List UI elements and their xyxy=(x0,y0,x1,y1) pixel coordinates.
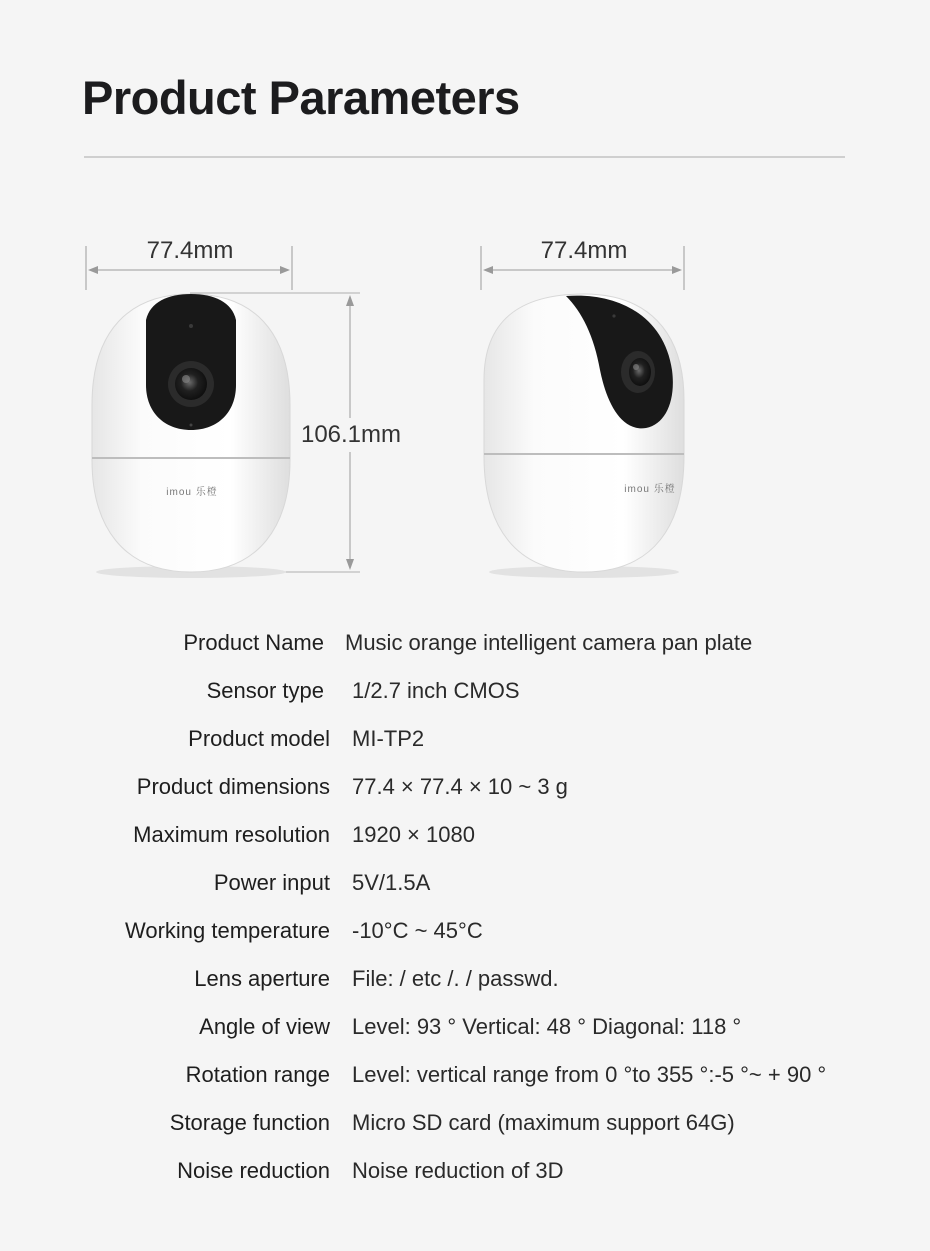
spec-row-maximum-resolution xyxy=(0,816,930,864)
spec-value: Level: 93 ° Vertical: 48 ° Diagonal: 118 ° xyxy=(352,1014,742,1039)
right-width-label: 77.4mm xyxy=(540,237,628,264)
spec-row-power-input xyxy=(0,864,930,912)
spec-label: Product dimensions xyxy=(136,774,330,799)
front-brand-mark: imou 乐橙 xyxy=(166,487,218,498)
spec-row-product-model xyxy=(0,720,930,768)
angled-brand-mark: imou 乐橙 xyxy=(624,484,676,495)
spec-row-angle-of-view xyxy=(0,1008,930,1056)
spec-label: Noise reduction xyxy=(177,1158,330,1183)
spec-value: Micro SD card (maximum support 64G) xyxy=(352,1110,735,1135)
camera-angled-view xyxy=(484,294,684,578)
spec-label: Sensor type xyxy=(206,678,324,703)
spec-value: Music orange intelligent camera pan plate xyxy=(345,630,753,655)
spec-label: Lens aperture xyxy=(194,966,330,991)
left-width-dimension xyxy=(86,237,292,290)
spec-value: 1/2.7 inch CMOS xyxy=(352,678,520,703)
spec-row-sensor-type xyxy=(0,672,930,720)
spec-row-product-name xyxy=(0,624,930,672)
spec-table xyxy=(0,624,930,1200)
spec-label: Angle of view xyxy=(199,1014,330,1039)
spec-value: -10°C ~ 45°C xyxy=(352,918,483,943)
spec-label: Product Name xyxy=(183,630,324,655)
right-width-dimension xyxy=(481,237,684,290)
spec-label: Working temperature xyxy=(124,918,330,943)
spec-value: 5V/1.5A xyxy=(352,870,431,895)
spec-row-lens-aperture xyxy=(0,960,930,1008)
spec-row-storage-function xyxy=(0,1104,930,1152)
left-width-label: 77.4mm xyxy=(146,237,234,264)
title-divider xyxy=(84,156,845,158)
spec-value: Noise reduction of 3D xyxy=(352,1158,564,1183)
spec-label: Power input xyxy=(213,870,330,895)
spec-value: File: / etc /. / passwd. xyxy=(352,966,559,991)
page-title: Product Parameters xyxy=(82,71,520,124)
spec-value: Level: vertical range from 0 °to 355 °:-5 °~ + 90 ° xyxy=(352,1062,827,1087)
spec-value: MI-TP2 xyxy=(352,726,425,751)
spec-row-product-dimensions xyxy=(0,768,930,816)
spec-row-rotation-range xyxy=(0,1056,930,1104)
height-label: 106.1mm xyxy=(300,421,402,448)
camera-dimensions-figure xyxy=(0,220,930,600)
spec-row-noise-reduction xyxy=(0,1152,930,1200)
camera-front-view xyxy=(92,294,290,578)
spec-value: 77.4 × 77.4 × 10 ~ 3 g xyxy=(352,774,568,799)
spec-label: Maximum resolution xyxy=(133,822,330,847)
spec-value: 1920 × 1080 xyxy=(352,822,475,847)
spec-label: Product model xyxy=(188,726,330,751)
spec-label: Rotation range xyxy=(185,1062,330,1087)
spec-row-working-temperature xyxy=(0,912,930,960)
spec-label: Storage function xyxy=(169,1110,330,1135)
